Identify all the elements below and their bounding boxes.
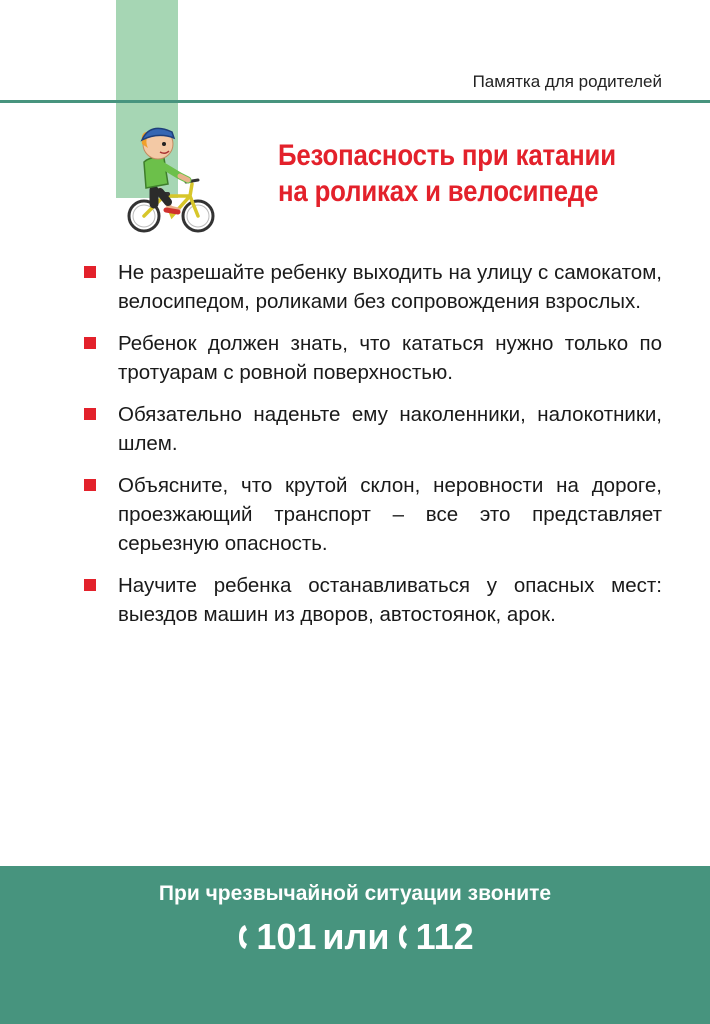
title-line-2: на роликах и велосипеде	[278, 175, 599, 208]
page-title	[278, 138, 639, 210]
list-item	[84, 258, 662, 316]
list-item	[84, 400, 662, 458]
rule-text: Ребенок должен знать, что кататься нужно только по тротуарам с ровной поверхностью.	[118, 332, 662, 384]
square-bullet-icon	[84, 337, 96, 349]
emergency-number-101[interactable]: 101	[256, 916, 317, 957]
safety-rules-list	[84, 258, 662, 642]
square-bullet-icon	[84, 579, 96, 591]
emergency-number-separator: или	[322, 916, 390, 957]
rule-text: Научите ребенка останавливаться у опасных мест: выездов машин из дворов, автостоянок, арок.	[118, 574, 662, 626]
rule-text: Обязательно наденьте ему наколенники, налокотники, шлем.	[118, 403, 662, 455]
rule-text: Объясните, что крутой склон, неровности на дороге, проезжающий транспорт – все это представляет серьезную опасность.	[118, 474, 662, 555]
title-line-1: Безопасность при катании	[278, 139, 616, 172]
square-bullet-icon	[84, 479, 96, 491]
emergency-footer	[0, 866, 710, 1024]
square-bullet-icon	[84, 408, 96, 420]
phone-icon	[236, 922, 250, 952]
header-label: Памятка для родителей	[472, 72, 662, 91]
list-item	[84, 471, 662, 558]
child-cyclist-icon	[120, 118, 220, 240]
header-divider	[0, 100, 710, 103]
rule-text: Не разрешайте ребенку выходить на улицу с самокатом, велосипедом, роликами без сопровождения взрослых.	[118, 261, 662, 313]
emergency-number-112[interactable]: 112	[415, 916, 474, 957]
list-item	[84, 329, 662, 387]
list-item	[84, 571, 662, 629]
emergency-call-text: При чрезвычайной ситуации звоните	[158, 882, 552, 905]
phone-icon	[396, 922, 410, 952]
emergency-numbers	[0, 916, 710, 958]
square-bullet-icon	[84, 266, 96, 278]
